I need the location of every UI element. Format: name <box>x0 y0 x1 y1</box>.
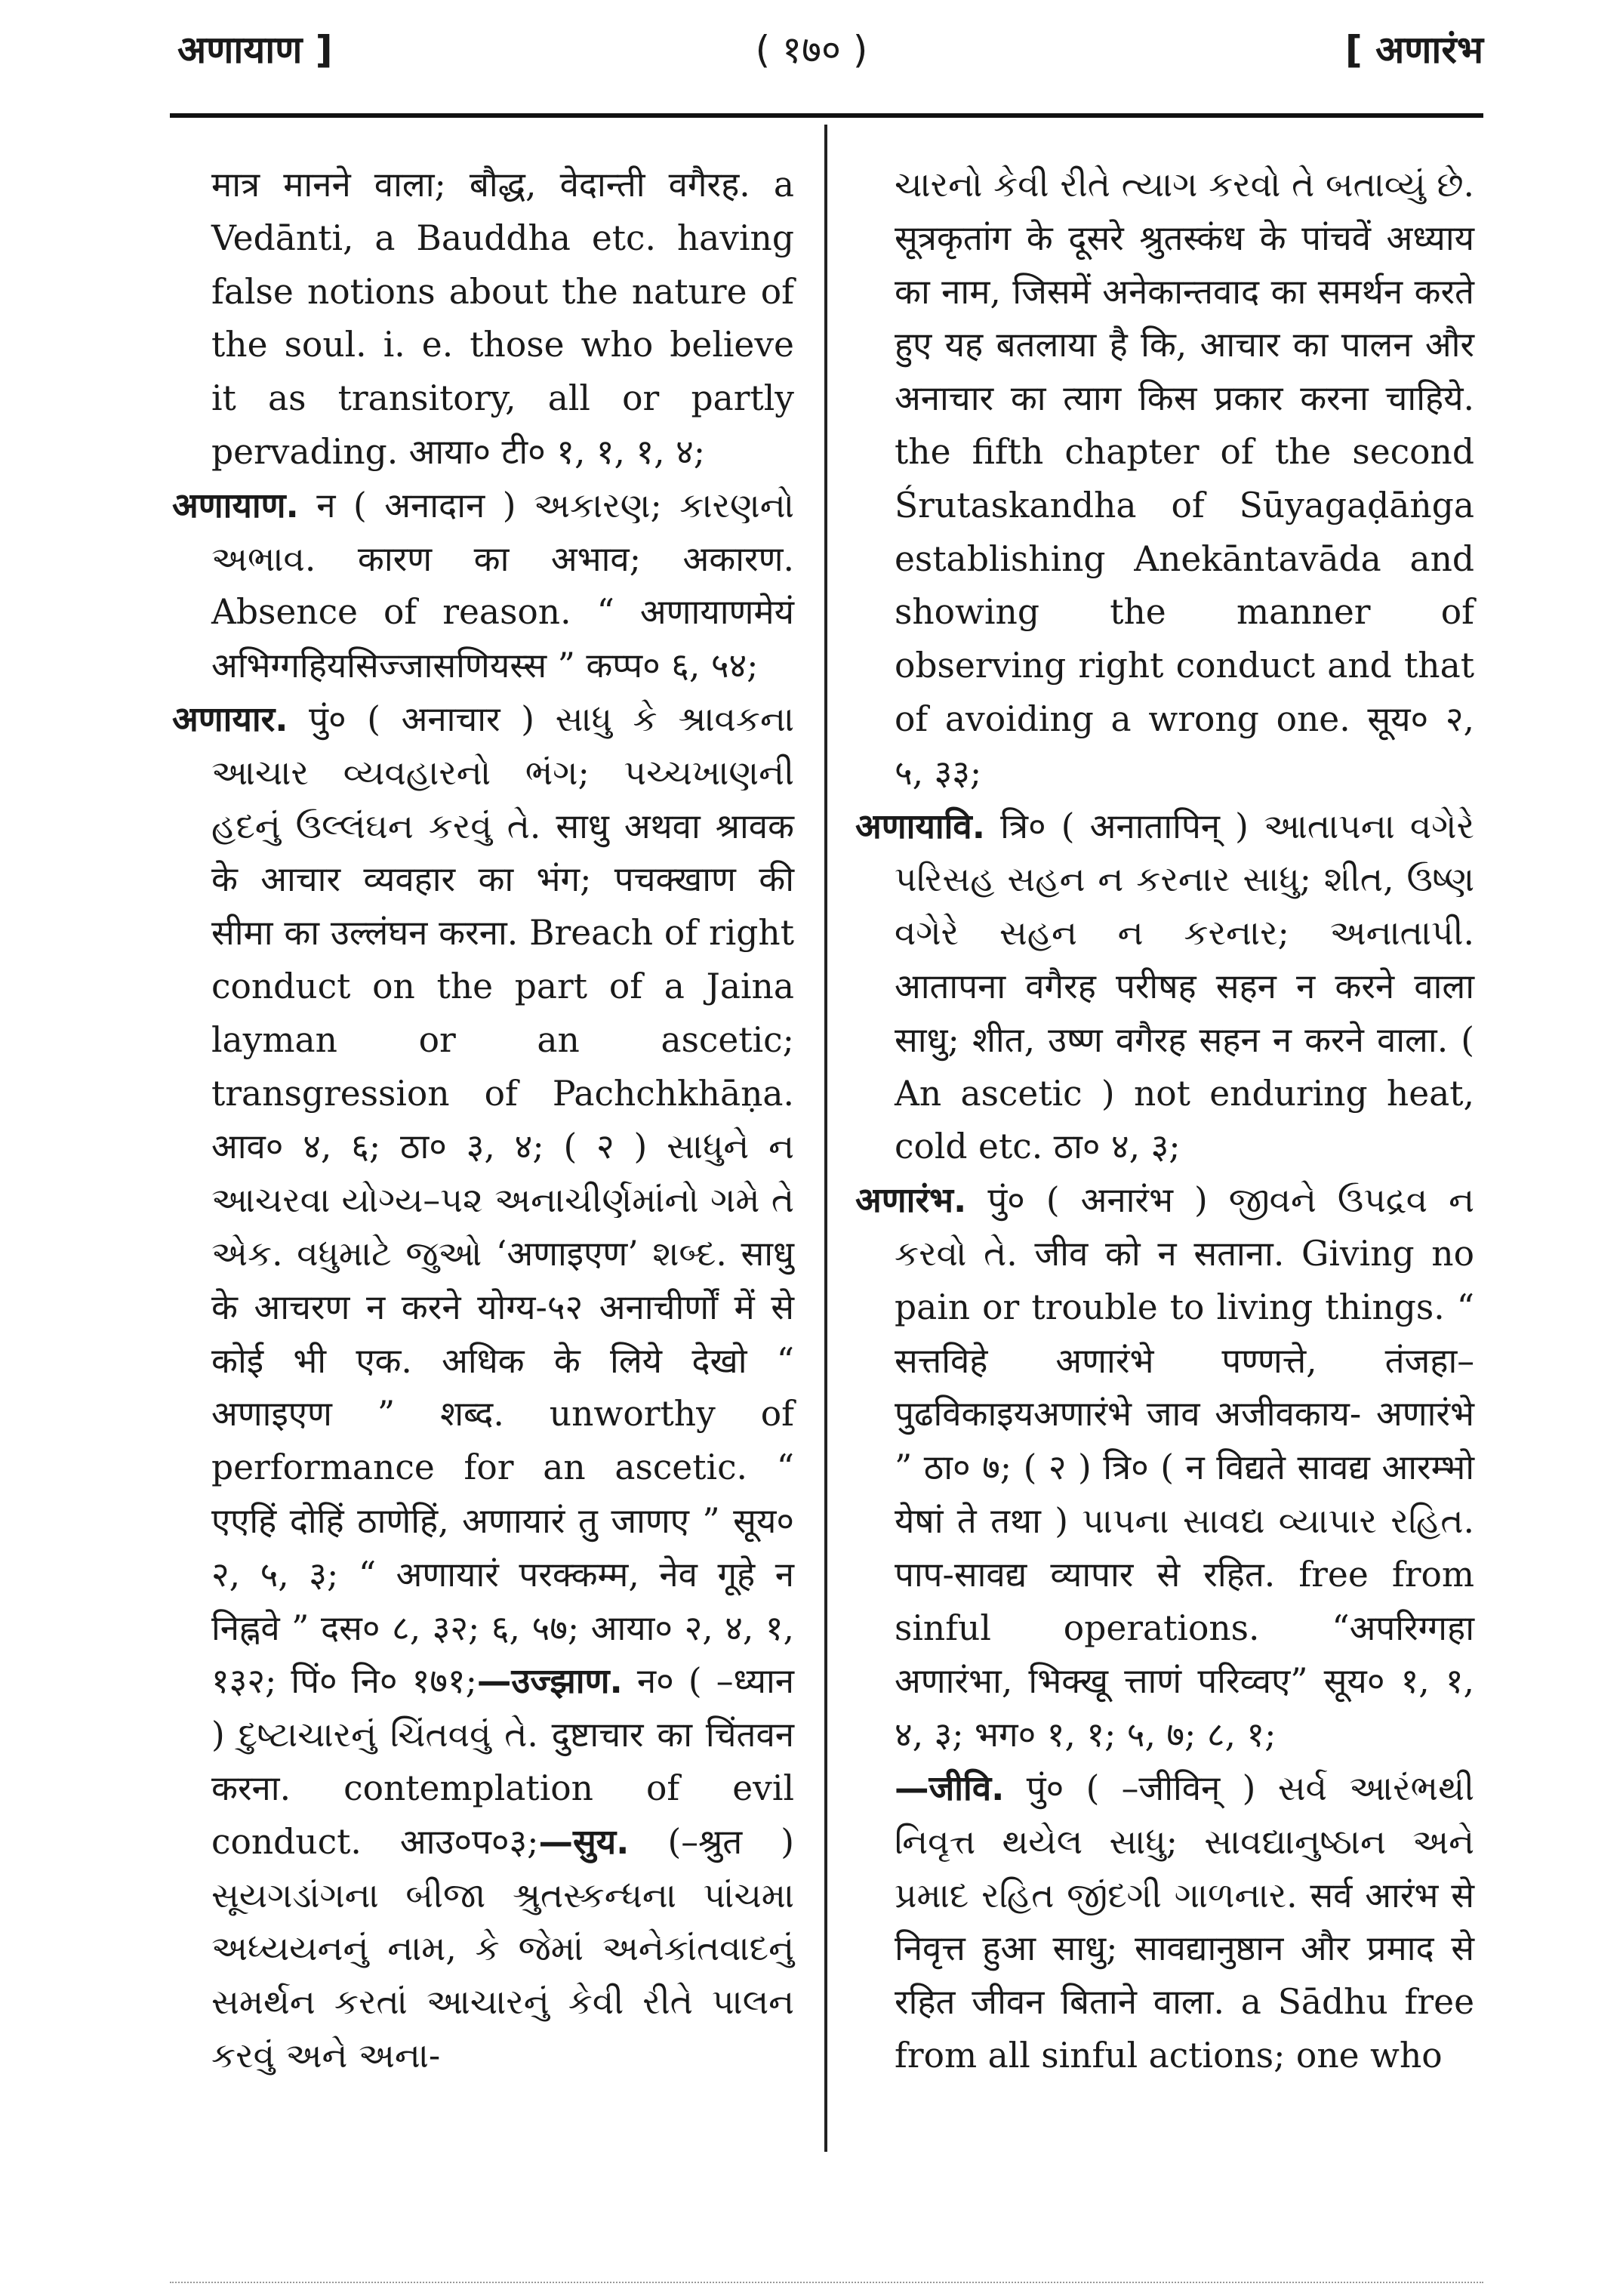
column-divider <box>824 125 827 2152</box>
entry-body: पुं० ( अनारंभ ) જીવને ઉપદ્રવ ન કરવો તે. जीव को न सताना. Giving no pain or trouble to living things. “ सत्तविहे अणारंभे पण्णत्ते, तंजहा– पुढविकाइयअणारंभे जाव अजीवकाय- अणारंभे ” ठा० ७; ( २ ) त्रि० ( न विद्यते सावद्य आरम्भो येषां ते तथा ) પાપના સાવદ્ય વ્યાપાર રહિત. पाप-सावद्य व्यापार से रहित. free from sinful operations. “अपरिग्गहा अणारंभा, भिक्खू त्ताणं परिव्वए” सूय० १, १, ४, ३; भग० १, १; ५, ७; ८, १; <box>895 1180 1474 1755</box>
dictionary-subentry <box>855 1762 1474 2083</box>
subentry-body: पुं० ( –जीविन् ) સર્વ આરંભથી નિવૃત્ત થયેલ સાધુ; સાવદ્યાનુષ્ઠાન અને પ્રમાદ રહિત જીંદગી ગાળનાર. सर्व आरंभ से निवृत्त हुआ साधु; सावद्यानुष्ठान और प्रमाद से रहित जीवन बिताने वाला. a Sādhu free from all sinful actions; one who <box>895 1767 1474 2076</box>
subentry-body: (–श्रुत ) સૂયગડાંગના બીજા શ્રુતસ્કન્ધના પાંચમા અધ્યયનનું નામ, કે જેમાં અનેકાંતવાદનું સમર્થન કરતાં આચારનું કેવી રીતે પાલન કરવું અને અના- <box>211 1821 794 2076</box>
left-column <box>172 159 794 2083</box>
entry-body: त्रि० ( अनातापिन् ) આતાપના વગેરે પરિસહ સહન ન કરનાર સાધુ; શીત, ઉષ્ણ વગેરે સહન ન કરનાર; અનાતાપી. आतापना वगैरह परीषह सहन न करने वाला साधु; शीत, उष्ण वगैरह सहन न करने वाला. ( An ascetic ) not enduring heat, cold etc. ठा० ४, ३; <box>895 806 1474 1167</box>
header-rule <box>170 113 1483 118</box>
running-head-left: अणायाण ] <box>177 28 333 72</box>
dictionary-entry <box>172 479 794 693</box>
dictionary-entry <box>172 693 794 2083</box>
page-number: ( १७० ) <box>755 28 868 72</box>
entry-headword: अणायाण. <box>172 485 299 525</box>
entry-continuation: मात्र मानने वाला; बौद्ध, वेदान्ती वगैरह. a Vedānti, a Bauddha etc. having false notions about the nature of the soul. i. e. those who believe it as transitory, all or partly pervading. आया० टी० १, १, १, ४; <box>211 165 794 472</box>
entry-headword: अणारंभ. <box>855 1180 967 1221</box>
subentry-headword: —जीवि. <box>895 1767 1005 1808</box>
entry-continuation: ચારનો કેવી રીતે ત્યાગ કરવો તે બતાવ્યું છે. सूत्रकृतांग के दूसरे श्रुतस्कंध के पांचवें अध्याय का नाम, जिसमें अनेकान्तवाद का समर्थन करते हुए यह बतलाया है कि, आचार का पालन और अनाचार का त्याग किस प्रकार करना चाहिये. the fifth chapter of the second Śrutaskandha of Sūyagaḍāṅga establishing Anekāntavāda and showing the manner of observing right conduct and that of avoiding a wrong one. सूय० २, ५, ३३; <box>895 165 1474 793</box>
running-head-right: [ अणारंभ <box>1344 28 1483 72</box>
bottom-edge <box>170 2282 1483 2285</box>
subentry-body: न० ( –ध्यान ) દુષ્ટાચારનું ચિંતવવું તે. दुष्टाचार का चिंतवन करना. contemplation of evil conduct. आउ०प०३; <box>211 1661 795 1862</box>
subentry-headword: —उज्झाण. <box>476 1661 623 1702</box>
entry-body: न ( अनादान ) અકારણ; કારણનો અભાવ. कारण का अभाव; अकारण. Absence of reason. “ अणायाणमेयं अभिग्गहियसिज्जासणियस्स ” कप्प० ६, ५४; <box>211 485 794 686</box>
dictionary-entry <box>855 1174 1474 1762</box>
subentry-headword: —सुय. <box>538 1821 630 1862</box>
entry-body: पुं० ( अनाचार ) સાધુ કે શ્રાવકના આચાર વ્યવહારનો ભંગ; પચ્ચખાણની હદનું ઉલ્લંઘન કરવું તે. साधु अथवा श्रावक के आचार व्यवहार का भंग; पचक्खाण की सीमा का उल्लंघन करना. Breach of right conduct on the part of a Jaina layman or an ascetic; transgression of Pachchkhāṇa. आव० ४, ६; ठा० ३, ४; ( २ ) સાધુને ન આચરવા યોગ્ય–૫૨ અનાચીર્ણમાંનો ગમે તે એક. વધુમાટે જુઓ ‘अणाइएण’ શબ્દ. साधु के आचरण न करने योग्य-५२ अनाचीर्णों में से कोई भी एक. अधिक के लिये देखो “ अणाइएण ” शब्द. unworthy of performance for an ascetic. “ एएहिं दोहिं ठाणेहिं, अणायारं तु जाणए ” सूय० २, ५, ३; “ अणायारं परक्कम्म, नेव गूहे न निह्नवे ” दस० ८, ३२; ६, ५७; आया० २, ४, १, १३२; पिं० नि० १७१; <box>211 698 794 1702</box>
dictionary-entry <box>855 800 1474 1175</box>
entry-headword: अणायार. <box>172 698 288 739</box>
right-column <box>855 159 1474 2083</box>
entry-headword: अणायावि. <box>855 806 985 846</box>
